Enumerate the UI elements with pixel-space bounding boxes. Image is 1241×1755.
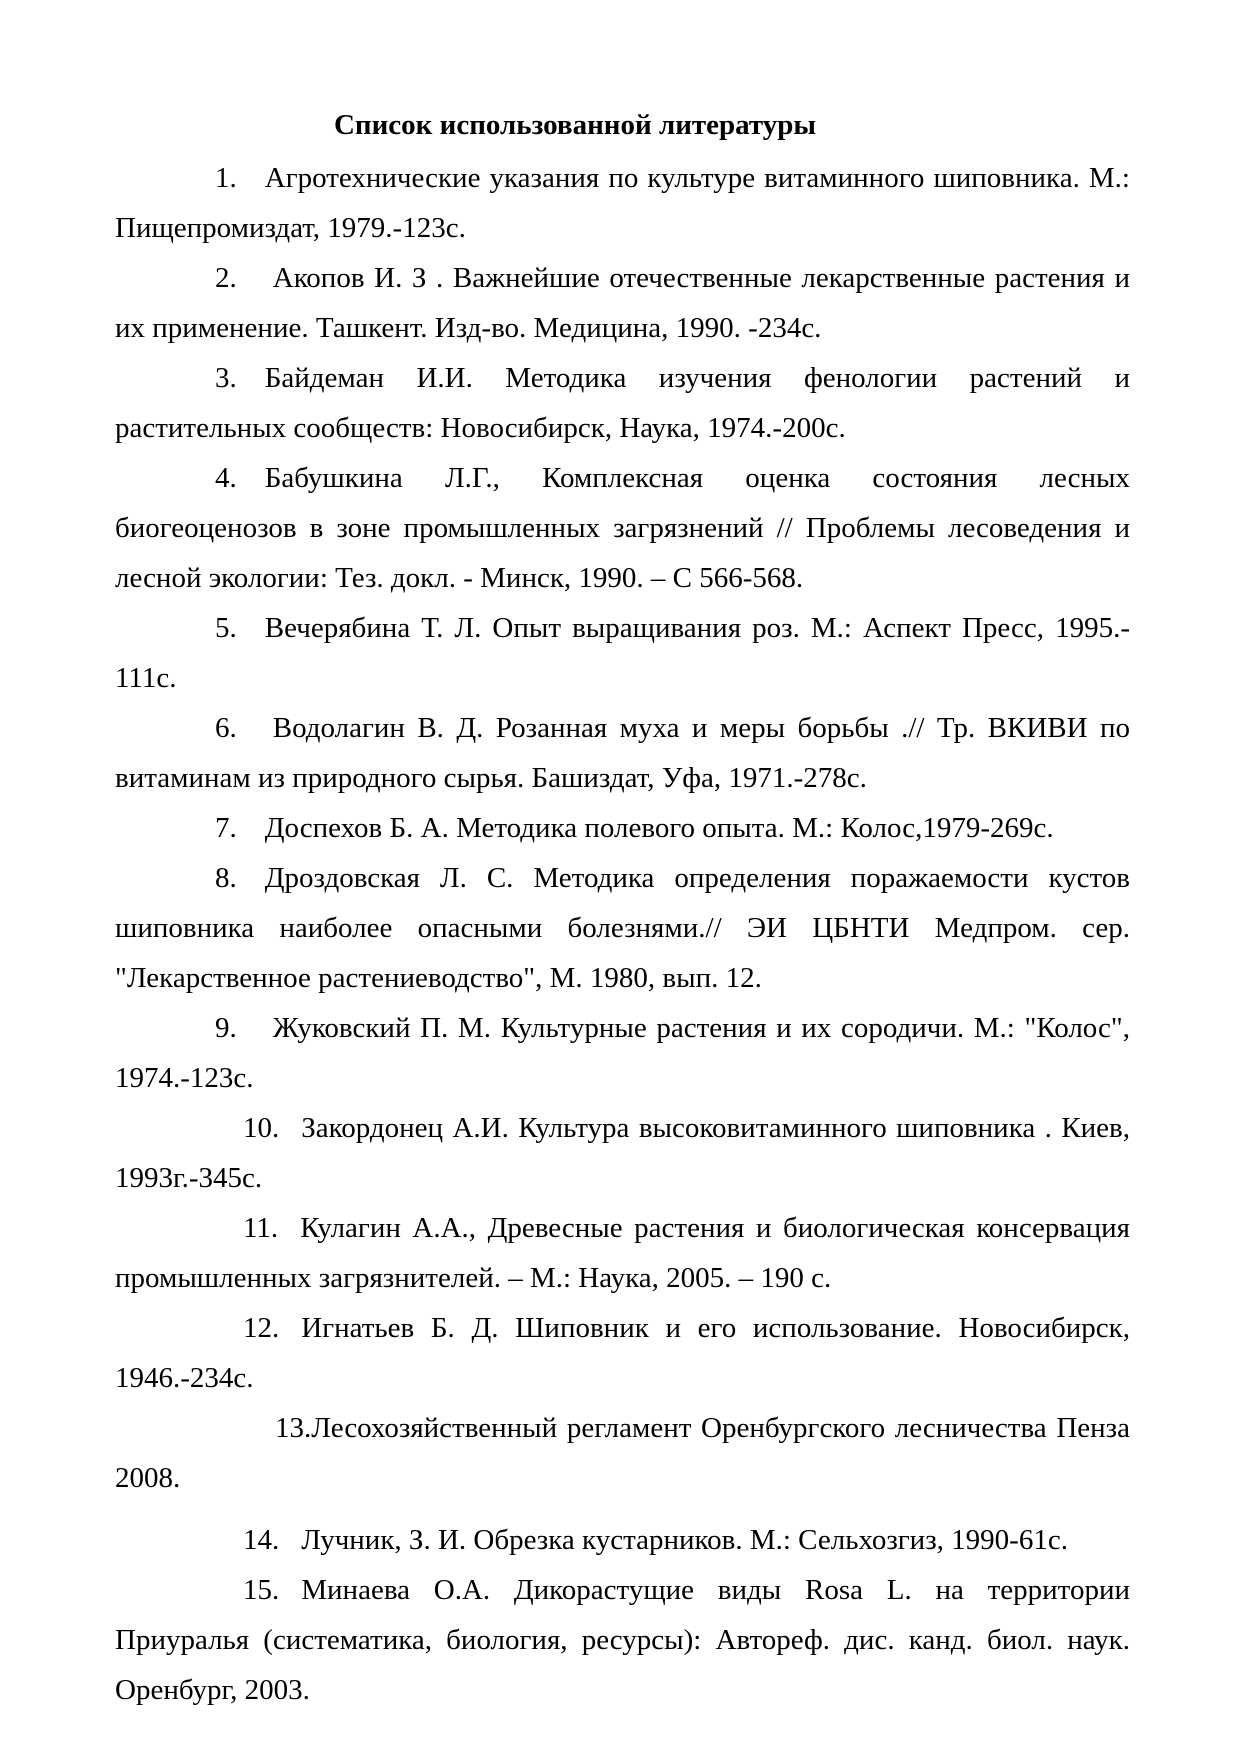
reference-item-1	[115, 153, 1130, 253]
reference-text: Закордонец А.И. Культура высоковитаминного шиповника . Киев, 1993г.-345с.	[115, 1112, 1130, 1194]
reference-number: 9.	[215, 1012, 237, 1044]
reference-number: 1.	[215, 162, 237, 194]
reference-item-6	[115, 703, 1130, 803]
reference-number: 14.	[243, 1524, 280, 1556]
reference-number: 3.	[215, 362, 237, 394]
page-title: Список использованной литературы	[333, 109, 817, 141]
reference-item-12	[115, 1303, 1130, 1403]
reference-item-11	[115, 1203, 1130, 1303]
reference-item-3	[115, 353, 1130, 453]
reference-item-5	[115, 603, 1130, 703]
reference-text: Бабушкина Л.Г., Комплексная оценка состояния лесных биогеоценозов в зоне промышленных загрязнений // Проблемы лесоведения и лесной экологии: Тез. докл. - Минск, 1990. – С 566-568.	[115, 462, 1130, 594]
reference-number: 11.	[243, 1212, 279, 1244]
reference-number: 4.	[215, 462, 237, 494]
reference-number: 6.	[215, 712, 237, 744]
reference-list	[115, 153, 1130, 1715]
reference-item-7	[115, 803, 1130, 853]
reference-item-2	[115, 253, 1130, 353]
reference-number: 5.	[215, 612, 237, 644]
reference-item-10	[115, 1103, 1130, 1203]
reference-text: Дроздовская Л. С. Методика определения поражаемости кустов шиповника наиболее опасными болезнями.// ЭИ ЦБНТИ Медпром. сер. "Лекарственное растениеводство", М. 1980, вып. 12.	[115, 862, 1130, 994]
reference-text: Игнатьев Б. Д. Шиповник и его использование. Новосибирск, 1946.-234с.	[115, 1312, 1130, 1394]
reference-text: Лесохозяйственный регламент Оренбургского лесничества Пенза 2008.	[115, 1412, 1130, 1494]
reference-item-4	[115, 453, 1130, 603]
reference-text: Агротехнические указания по культуре витаминного шиповника. М.: Пищепромиздат, 1979.-123с.	[115, 162, 1130, 244]
reference-text: Доспехов Б. А. Методика полевого опыта. М.: Колос,1979-269с.	[264, 812, 1054, 844]
reference-text: Вечерябина Т. Л. Опыт выращивания роз. М.: Аспект Пресс, 1995.- 111с.	[115, 612, 1130, 694]
reference-text: Кулагин А.А., Древесные растения и биологическая консервация промышленных загрязнителей. – М.: Наука, 2005. – 190 с.	[115, 1212, 1130, 1294]
reference-item-9	[115, 1003, 1130, 1103]
reference-number: 7.	[215, 812, 237, 844]
reference-number: 12.	[243, 1312, 280, 1344]
reference-text: Жуковский П. М. Культурные растения и их сородичи. М.: "Колос", 1974.-123с.	[115, 1012, 1130, 1094]
reference-item-8	[115, 853, 1130, 1003]
reference-text: Байдеман И.И. Методика изучения фенологии растений и растительных сообществ: Новосибирск, Наука, 1974.-200с.	[115, 362, 1130, 444]
reference-number: 8.	[215, 862, 237, 894]
reference-item-14	[115, 1515, 1130, 1565]
reference-text: Водолагин В. Д. Розанная муха и меры борьбы .// Тр. ВКИВИ по витаминам из природного сырья. Башиздат, Уфа, 1971.-278с.	[115, 712, 1130, 794]
reference-item-15	[115, 1565, 1130, 1715]
reference-number: 10.	[243, 1112, 280, 1144]
reference-text: Акопов И. З . Важнейшие отечественные лекарственные растения и их применение. Ташкент. Изд-во. Медицина, 1990. -234с.	[115, 262, 1130, 344]
reference-number: 13.	[275, 1412, 312, 1444]
reference-text: Минаева О.А. Дикорастущие виды Rosa L. на территории Приуралья (систематика, биология, ресурсы): Автореф. дис. канд. биол. наук. Оренбург, 2003.	[115, 1574, 1130, 1706]
reference-number: 15.	[243, 1574, 280, 1606]
reference-number: 2.	[215, 262, 237, 294]
reference-item-13	[115, 1403, 1130, 1503]
reference-text: Лучник, З. И. Обрезка кустарников. М.: Сельхозгиз, 1990-61с.	[301, 1524, 1068, 1556]
